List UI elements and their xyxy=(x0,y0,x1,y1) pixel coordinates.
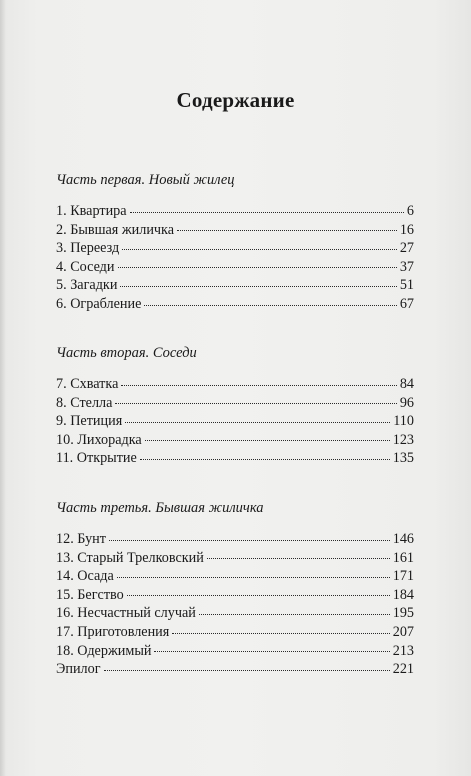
toc-entry[interactable] xyxy=(56,276,414,295)
page-number: 110 xyxy=(393,413,414,430)
chapter-title: 12. Бунт xyxy=(56,531,106,547)
toc-entry[interactable] xyxy=(56,394,414,413)
toc-entry[interactable] xyxy=(56,449,414,468)
dot-leader xyxy=(115,403,396,404)
chapter-title: 5. Загадки xyxy=(56,277,118,294)
chapter-title: 14. Осада xyxy=(56,568,114,585)
page-number: 96 xyxy=(399,394,414,411)
toc-list-part-3 xyxy=(56,530,414,679)
page-number: 37 xyxy=(399,258,414,275)
toc-entry[interactable] xyxy=(56,375,414,394)
chapter-title: 1. Квартира xyxy=(56,203,127,219)
page-number: 161 xyxy=(392,549,414,566)
page-number: 213 xyxy=(392,642,414,659)
page-number: 84 xyxy=(399,376,414,392)
page-number: 184 xyxy=(392,586,414,603)
chapter-title: 17. Приготовления xyxy=(56,623,170,640)
chapter-title: Эпилог xyxy=(56,661,101,678)
toc-entry[interactable] xyxy=(56,431,414,450)
part-heading-2: Часть вторая. Соседи xyxy=(56,345,197,361)
dot-leader xyxy=(144,305,396,306)
toc-entry[interactable] xyxy=(56,660,414,679)
dot-leader xyxy=(118,267,397,268)
toc-entry[interactable] xyxy=(56,604,414,623)
toc-entry[interactable] xyxy=(56,549,414,568)
part-heading-3: Часть третья. Бывшая жиличка xyxy=(56,500,264,516)
page-number: 171 xyxy=(392,568,414,585)
chapter-title: 6. Ограбление xyxy=(56,295,142,312)
toc-entry[interactable] xyxy=(56,412,414,431)
toc-entry[interactable] xyxy=(56,221,414,240)
page-title: Содержание xyxy=(176,88,295,112)
page-number: 146 xyxy=(392,531,414,547)
toc-entry[interactable] xyxy=(56,295,414,314)
page-number: 123 xyxy=(392,431,414,448)
dot-leader xyxy=(177,230,397,231)
toc-list-part-2 xyxy=(56,375,414,468)
dot-leader xyxy=(109,540,390,541)
chapter-title: 8. Стелла xyxy=(56,394,113,411)
page-number: 67 xyxy=(399,295,414,312)
toc-entry[interactable] xyxy=(56,530,414,549)
page-number: 207 xyxy=(392,623,414,640)
toc-entry[interactable] xyxy=(56,202,414,221)
dot-leader xyxy=(140,459,390,460)
dot-leader xyxy=(145,440,390,441)
chapter-title: 9. Петиция xyxy=(56,413,123,430)
toc-list-part-1 xyxy=(56,202,414,314)
chapter-title: 16. Несчастный случай xyxy=(56,605,196,622)
chapter-title: 10. Лихорадка xyxy=(56,431,142,448)
toc-entry[interactable] xyxy=(56,567,414,586)
toc-entry[interactable] xyxy=(56,258,414,277)
chapter-title: 13. Старый Трелковский xyxy=(56,549,204,566)
chapter-title: 2. Бывшая жиличка xyxy=(56,221,175,238)
toc-entry[interactable] xyxy=(56,642,414,661)
dot-leader xyxy=(172,633,389,634)
chapter-title: 11. Открытие xyxy=(56,450,137,467)
page-number: 27 xyxy=(399,240,414,257)
dot-leader xyxy=(104,670,390,671)
dot-leader xyxy=(207,558,390,559)
dot-leader xyxy=(154,651,389,652)
dot-leader xyxy=(120,286,396,287)
dot-leader xyxy=(122,249,397,250)
toc-entry[interactable] xyxy=(56,623,414,642)
dot-leader xyxy=(121,385,396,386)
toc-entry[interactable] xyxy=(56,239,414,258)
page-number: 195 xyxy=(392,605,414,622)
chapter-title: 3. Переезд xyxy=(56,240,120,257)
dot-leader xyxy=(125,422,390,423)
chapter-title: 18. Одержимый xyxy=(56,642,152,659)
dot-leader xyxy=(130,212,404,213)
page-number: 6 xyxy=(406,203,414,219)
page-number: 221 xyxy=(392,661,414,678)
dot-leader xyxy=(127,595,390,596)
page-number: 135 xyxy=(392,450,414,467)
page-number: 51 xyxy=(399,277,414,294)
toc-entry[interactable] xyxy=(56,586,414,605)
page-number: 16 xyxy=(399,221,414,238)
chapter-title: 4. Соседи xyxy=(56,258,115,275)
dot-leader xyxy=(117,577,390,578)
part-heading-1: Часть первая. Новый жилец xyxy=(56,172,235,188)
dot-leader xyxy=(199,614,390,615)
chapter-title: 7. Схватка xyxy=(56,376,119,392)
chapter-title: 15. Бегство xyxy=(56,586,124,603)
